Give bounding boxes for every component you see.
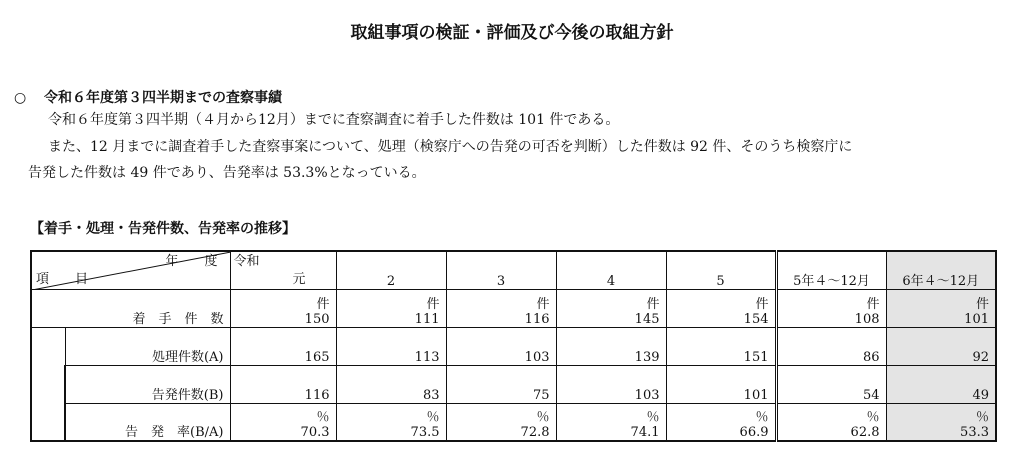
- table-cell: 86: [776, 327, 886, 365]
- table-cell: 165: [230, 327, 336, 365]
- reiwa-first-year: 元: [292, 271, 306, 287]
- col-header-reiwa-1: [230, 251, 336, 289]
- table-cell: 83: [336, 365, 446, 403]
- table-cell: 139: [556, 327, 666, 365]
- indent-spacer: [31, 403, 65, 441]
- table-cell: 103: [446, 327, 556, 365]
- row-kokuhatsu-ritsu: [31, 403, 996, 441]
- corner-item-label: 項 目: [36, 271, 89, 287]
- col-header-5: 5: [666, 251, 776, 289]
- table-cell: ％ 73.5: [336, 403, 446, 441]
- section-heading: [14, 87, 282, 107]
- row-chakushu: [31, 289, 996, 327]
- reiwa-label: 令和: [233, 254, 260, 269]
- table-cell: ％ 62.8: [776, 403, 886, 441]
- table-cell: 件 150: [230, 289, 336, 327]
- corner-year-label: 年 度: [165, 254, 218, 269]
- row-label-chakushu: 着 手 件 数: [31, 289, 230, 327]
- section-heading-text: 令和６年度第３四半期までの査察事績: [44, 90, 282, 106]
- row-shori: [31, 327, 996, 365]
- paragraph-1: 令和６年度第３四半期（４月から12月）までに査察調査に着手した件数は 101 件である。: [48, 112, 620, 128]
- table-cell: ％ 66.9: [666, 403, 776, 441]
- table-corner-cell: [31, 251, 230, 289]
- table-header-row: [31, 251, 996, 289]
- circle-bullet-icon: ○: [14, 90, 27, 106]
- table-cell: 49: [886, 365, 996, 403]
- table-cell: ％ 53.3: [886, 403, 996, 441]
- col-header-r5-apr-dec: 5年４～12月: [776, 251, 886, 289]
- table-cell: 151: [666, 327, 776, 365]
- row-label-kokuhatsu: 告発件数 (B): [65, 365, 230, 403]
- paragraph-2: また、12 月までに調査着手した査察事案について、処理（検察庁への告発の可否を判断）した件数は 92 件、そのうち検察庁に: [48, 139, 853, 155]
- table-cell: 件 111: [336, 289, 446, 327]
- indent-spacer: [31, 365, 65, 403]
- statistics-table: [30, 250, 997, 442]
- table-cell: 113: [336, 327, 446, 365]
- table-cell: 101: [666, 365, 776, 403]
- page-title: 取組事項の検証・評価及び今後の取組方針: [350, 23, 674, 43]
- paragraph-3: 告発した件数は 49 件であり、告発率は 53.3%となっている。: [28, 165, 426, 181]
- col-header-3: 3: [446, 251, 556, 289]
- row-kokuhatsu: [31, 365, 996, 403]
- table-cell: ％ 72.8: [446, 403, 556, 441]
- table-cell: 件 154: [666, 289, 776, 327]
- table-cell: 件 116: [446, 289, 556, 327]
- table-cell: ％ 70.3: [230, 403, 336, 441]
- table-cell: 92: [886, 327, 996, 365]
- row-label-kokuhatsu-ritsu: 告 発 率 (B/A): [65, 403, 230, 441]
- table-cell: 件 108: [776, 289, 886, 327]
- table-cell: 75: [446, 365, 556, 403]
- table-cell: 103: [556, 365, 666, 403]
- col-header-r6-apr-dec: 6年４～12月: [886, 251, 996, 289]
- col-header-4: 4: [556, 251, 666, 289]
- table-cell: 54: [776, 365, 886, 403]
- row-label-shori: 処理件数 (A): [65, 327, 230, 365]
- table-title: 【着手・処理・告発件数、告発率の推移】: [30, 221, 296, 237]
- table-cell: ％ 74.1: [556, 403, 666, 441]
- table-cell: 件 145: [556, 289, 666, 327]
- indent-spacer: [31, 327, 65, 365]
- col-header-2: 2: [336, 251, 446, 289]
- table-cell: 件 101: [886, 289, 996, 327]
- table-cell: 116: [230, 365, 336, 403]
